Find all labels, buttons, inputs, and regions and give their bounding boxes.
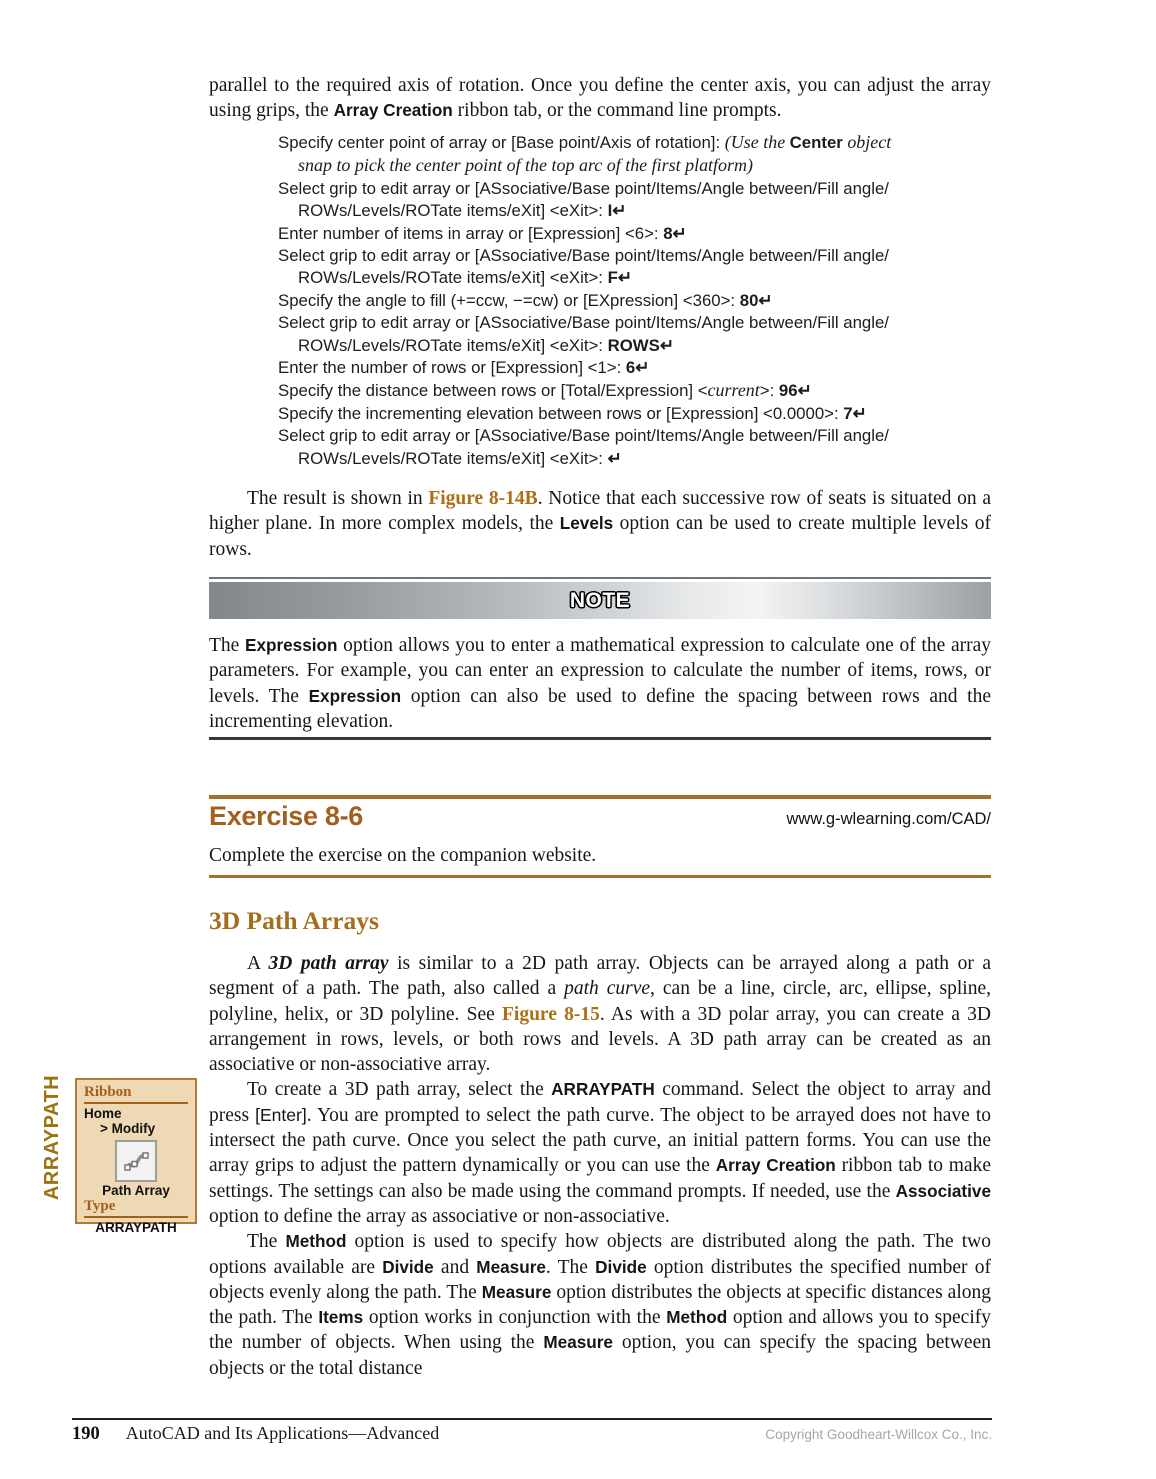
text-segment: option can be used to create multiple levels of rows. [209,513,992,560]
text-segment: Expression [308,685,402,706]
text-segment: 3D path array [268,953,389,974]
text-segment: Divide [595,1256,647,1277]
path-array-icon [115,1140,157,1182]
sidebar-divider [84,1216,188,1218]
text-segment: The result is shown in [247,488,429,509]
text-segment: option can also be used to define the spacing between rows and the incrementing elevation. [209,685,992,732]
command-line [278,290,991,312]
text-segment: Select grip to edit array or [ASsociative/Base point/Items/Angle between/Fill angle/ [278,313,889,333]
command-line [278,312,991,334]
command-line [278,131,991,154]
note-paragraph [209,633,991,734]
text-segment: The [247,1231,286,1253]
text-segment: command. Select the object to array and press [209,1079,991,1126]
text-segment: 7↵ [843,403,867,423]
text-segment: Array Creation [333,100,453,121]
text-segment: 80↵ [739,290,773,310]
command-line [278,403,991,425]
command-line [278,267,991,289]
text-segment: snap to pick the center point of the top arc of the first platform) [298,155,753,176]
copyright-notice: Copyright Goodheart-Willcox Co., Inc. [765,1427,992,1442]
footer [72,1423,992,1445]
section-heading: 3D Path Arrays [209,906,379,935]
sidebar-command-text: ARRAYPATH [41,1074,64,1200]
footer-rule [72,1418,992,1420]
text-segment: Expression [245,635,338,655]
command-line [278,379,991,402]
text-segment: , can be a line, circle, arc, ellipse, spline, polyline, helix, or 3D polyline. See [209,978,991,1025]
text-segment: Measure [476,1256,546,1277]
exercise-header [209,803,991,830]
exercise-top-rule [209,795,991,799]
text-segment: >: [759,381,779,401]
exercise-title: Exercise 8-6 [209,801,364,831]
sidebar-divider [84,1102,188,1104]
text-segment: Array Creation [715,1155,836,1176]
figure-reference[interactable]: Figure 8-15 [502,1003,600,1025]
exercise-bottom-rule [209,875,991,878]
text-segment: F↵ [607,268,632,288]
text-segment: ROWs/Levels/ROTate items/eXit] <eXit>: [298,201,608,221]
text-segment: 6↵ [625,358,650,378]
type-label: Type [84,1198,116,1214]
command-line [278,425,991,447]
note-gradient-bar [209,582,991,619]
text-segment: option and allows you to specify the number of objects. When using the [209,1307,991,1354]
text-segment: Method [285,1231,347,1252]
text-segment: current [707,380,760,401]
text-segment: A [247,953,269,974]
text-segment: and [433,1256,477,1278]
body-paragraph [209,951,991,1077]
command-line [278,448,991,470]
text-segment: option, you can specify the spacing between objects or the total distance [209,1332,991,1379]
ribbon-path-home: Home [84,1106,122,1121]
text-segment: Divide [382,1256,434,1277]
text-segment: Enter number of items in array or [Expression] <6>: [278,223,664,243]
text-segment: path curve [564,978,651,1000]
body-paragraph [209,73,991,124]
text-segment: Levels [559,513,614,534]
book-title: AutoCAD and Its Applications—Advanced [125,1423,440,1443]
text-segment: ROWs/Levels/ROTate items/eXit] <eXit>: [298,268,608,288]
text-segment: option distributes the objects at specific distances along the path. The [209,1281,991,1329]
text-segment: Select grip to edit array or [ASsociative/Base point/Items/Angle between/Fill angle/ [278,246,889,266]
text-segment: . As with a 3D polar array, you can create a 3D arrangement in rows, levels, or both rows and levels. A 3D path array can be created as an associative or non-associative array. [209,1003,991,1076]
text-segment: Specify center point of array or [Base point/Axis of rotation]: [278,133,725,152]
text-segment: ARRAYPATH [551,1079,655,1100]
text-segment: To create a 3D path array, select the [247,1079,552,1101]
text-segment: Measure [543,1332,613,1353]
note-bottom-divider [209,737,991,740]
text-segment: parallel to the required axis of rotation. Once you define the center axis, you can adjust the array using grips, the [209,75,991,122]
text-segment: The [209,635,245,656]
text-segment: ↵ [607,448,622,468]
text-segment: Specify the distance between rows or [Total/Expression] < [278,381,708,401]
text-segment: . Notice that each successive row of seats is situated on a higher plane. In more complex models, the [209,488,991,535]
command-line [278,335,991,357]
text-segment: I↵ [607,201,627,221]
text-segment: option to define the array as associative or non-associative. [209,1205,670,1227]
text-segment: Measure [481,1281,552,1302]
text-segment: is similar to a 2D path array. Objects can be arrayed along a path or a segment of a path. The path, also called a [209,953,992,1000]
body-paragraph [209,1229,991,1381]
text-segment: ROWs/Levels/ROTate items/eXit] <eXit>: [298,448,608,468]
text-segment: ribbon tab to make settings. The settings can also be made using the command prompts. If needed, use the [209,1155,991,1202]
text-segment: Specify the incrementing elevation between rows or [Expression] <0.0000>: [278,403,844,423]
ribbon-label: Ribbon [84,1084,132,1100]
command-line [278,357,991,379]
text-segment: option works in conjunction with the [363,1307,667,1329]
footer-left [72,1423,439,1445]
exercise-url-link[interactable]: www.g-wlearning.com/CAD/ [786,810,991,829]
text-segment: object [842,132,892,152]
tool-name: Path Array [102,1183,170,1198]
text-segment: option allows you to enter a mathematical expression to calculate one of the array parameters. For example, you can enter an expression to calculate the number of items, rows, or levels. The [209,635,991,707]
body-paragraph [209,1077,991,1229]
sidebar-command-label [36,1075,70,1199]
text-segment: Select grip to edit array or [ASsociative/Base point/Items/Angle between/Fill angle/ [278,426,889,446]
text-segment: Items [318,1307,364,1328]
text-segment: Specify the angle to fill (+=ccw, −=cw) or [EXpression] <360>: [278,290,740,310]
command-prompt-block [209,131,991,470]
text-segment: Select grip to edit array or [ASsociative/Base point/Items/Angle between/Fill angle/ [278,178,889,198]
command-line [278,154,991,177]
text-segment: Enter the number of rows or [Expression] <1>: [278,358,626,378]
text-segment: . You are prompted to select the path curve. The object to be arrayed does not have to intersect the path curve. Once you select the path curve, an initial pattern forms. You can use the array grips to adjust the pattern dynamically or you can use the [209,1104,991,1177]
command-line [278,178,991,200]
text-segment: (Use the [724,132,790,152]
command-line [278,223,991,245]
path-array-glyph [121,1146,151,1176]
text-segment: . The [545,1256,596,1278]
text-segment: ROWs/Levels/ROTate items/eXit] <eXit>: [298,335,608,355]
note-label: NOTE [569,589,631,612]
command-reference-box [75,1078,197,1235]
figure-reference[interactable]: Figure 8-14B [428,488,538,509]
note-header [209,577,991,619]
text-segment: option distributes the specified number of objects evenly along the path. The [209,1256,991,1303]
page-number: 190 [72,1424,100,1444]
note-top-divider [209,577,991,579]
section-body [209,951,991,1381]
command-line [278,200,991,222]
command-line [278,245,991,267]
body-paragraph [209,486,991,562]
text-segment: Center [789,133,843,152]
type-command: ARRAYPATH [95,1220,177,1235]
text-segment: 8↵ [663,223,687,243]
text-segment: 96↵ [778,381,812,401]
text-segment: ROWS↵ [607,335,674,355]
text-segment: [Enter] [255,1104,307,1125]
text-segment: ribbon tab, or the command line prompts. [452,100,782,122]
ribbon-path-modify: > Modify [100,1121,156,1136]
text-segment: Method [666,1307,728,1328]
exercise-instruction: Complete the exercise on the companion website. [209,845,597,866]
text-segment: option is used to specify how objects are distributed along the path. The two options available are [209,1231,991,1278]
text-segment: Associative [895,1180,991,1201]
